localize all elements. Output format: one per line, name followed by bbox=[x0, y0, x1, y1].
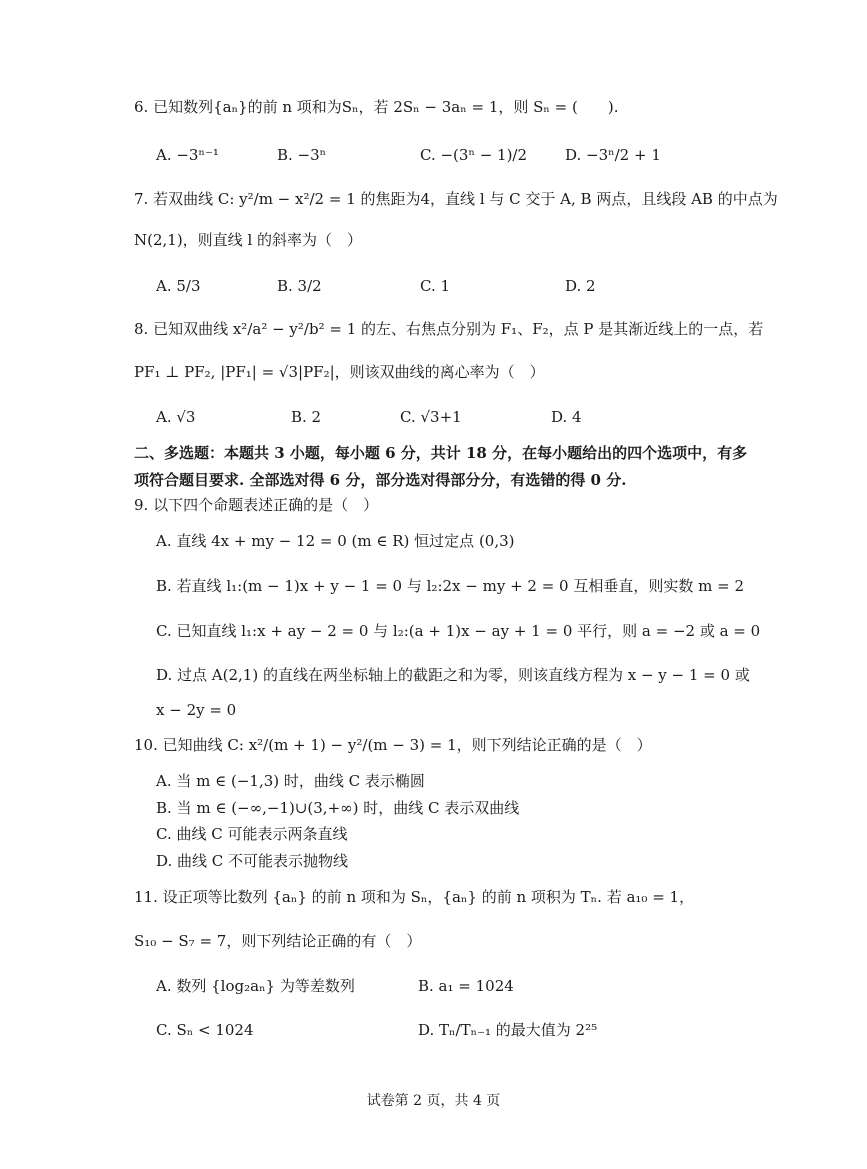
section-multi-choice-line1: 二、多选题：本题共 3 小题，每小题 6 分，共计 18 分，在每小题给出的四个选项中，有多 bbox=[134, 444, 748, 462]
q7-option-c: C. 1 bbox=[420, 277, 451, 295]
q8-option-d: D. 4 bbox=[551, 408, 582, 426]
q6-option-c: C. −(3ⁿ − 1)/2 bbox=[420, 146, 528, 164]
q11-stem-line2: S₁₀ − S₇ = 7，则下列结论正确的有（ ） bbox=[134, 932, 422, 950]
q7-stem-line2: N(2,1)，则直线 l 的斜率为（ ） bbox=[134, 231, 363, 249]
q9-option-a: A. 直线 4x + my − 12 = 0 (m ∈ R) 恒过定点 (0,3) bbox=[156, 532, 515, 550]
q10-option-a: A. 当 m ∈ (−1,3) 时，曲线 C 表示椭圆 bbox=[156, 772, 425, 790]
q11-option-a: A. 数列 {log₂aₙ} 为等差数列 bbox=[156, 977, 355, 995]
q7-option-a: A. 5/3 bbox=[156, 277, 201, 295]
q9-stem: 9. 以下四个命题表述正确的是（ ） bbox=[134, 496, 379, 514]
q6-option-d: D. −3ⁿ/2 + 1 bbox=[565, 146, 661, 164]
section-multi-choice-line2: 项符合题目要求. 全部选对得 6 分，部分选对得部分分，有选错的得 0 分. bbox=[134, 471, 627, 489]
q7-stem-line1: 7. 若双曲线 C: y²/m − x²/2 = 1 的焦距为4，直线 l 与 C 交于 A, B 两点，且线段 AB 的中点为 bbox=[134, 190, 778, 208]
q6-option-b: B. −3ⁿ bbox=[277, 146, 327, 164]
q8-option-a: A. √3 bbox=[156, 408, 196, 426]
q11-option-d: D. Tₙ/Tₙ₋₁ 的最大值为 2²⁵ bbox=[418, 1021, 598, 1039]
q8-stem-line2: PF₁ ⊥ PF₂, |PF₁| = √3|PF₂|，则该双曲线的离心率为（ ） bbox=[134, 363, 545, 381]
q7-option-d: D. 2 bbox=[565, 277, 596, 295]
page-footer: 试卷第 2 页，共 4 页 bbox=[366, 1093, 501, 1109]
q10-option-d: D. 曲线 C 不可能表示抛物线 bbox=[156, 852, 349, 870]
q8-stem-line1: 8. 已知双曲线 x²/a² − y²/b² = 1 的左、右焦点分别为 F₁、F₂，点 P 是其渐近线上的一点，若 bbox=[134, 320, 764, 338]
q11-option-c: C. Sₙ < 1024 bbox=[156, 1021, 254, 1039]
q7-option-b: B. 3/2 bbox=[277, 277, 322, 295]
q11-stem-line1: 11. 设正项等比数列 {aₙ} 的前 n 项和为 Sₙ，{aₙ} 的前 n 项积为 Tₙ. 若 a₁₀ = 1， bbox=[134, 888, 695, 906]
q9-option-c: C. 已知直线 l₁:x + ay − 2 = 0 与 l₂:(a + 1)x − ay + 1 = 0 平行，则 a = −2 或 a = 0 bbox=[156, 622, 761, 640]
q10-option-c: C. 曲线 C 可能表示两条直线 bbox=[156, 825, 348, 843]
q9-option-b: B. 若直线 l₁:(m − 1)x + y − 1 = 0 与 l₂:2x − my + 2 = 0 互相垂直，则实数 m = 2 bbox=[156, 577, 745, 595]
q6-stem: 6. 已知数列{aₙ}的前 n 项和为Sₙ，若 2Sₙ − 3aₙ = 1，则 Sₙ = ( ). bbox=[134, 98, 619, 116]
q10-stem: 10. 已知曲线 C: x²/(m + 1) − y²/(m − 3) = 1，则下列结论正确的是（ ） bbox=[134, 736, 652, 754]
q10-option-b: B. 当 m ∈ (−∞,−1)∪(3,+∞) 时，曲线 C 表示双曲线 bbox=[156, 799, 520, 817]
q6-option-a: A. −3ⁿ⁻¹ bbox=[156, 146, 219, 164]
q9-option-d-line1: D. 过点 A(2,1) 的直线在两坐标轴上的截距之和为零，则该直线方程为 x − y − 1 = 0 或 bbox=[156, 666, 750, 684]
q9-option-d-line2: x − 2y = 0 bbox=[156, 701, 237, 719]
q8-option-b: B. 2 bbox=[291, 408, 322, 426]
q11-option-b: B. a₁ = 1024 bbox=[418, 977, 514, 995]
q8-option-c: C. √3+1 bbox=[400, 408, 462, 426]
